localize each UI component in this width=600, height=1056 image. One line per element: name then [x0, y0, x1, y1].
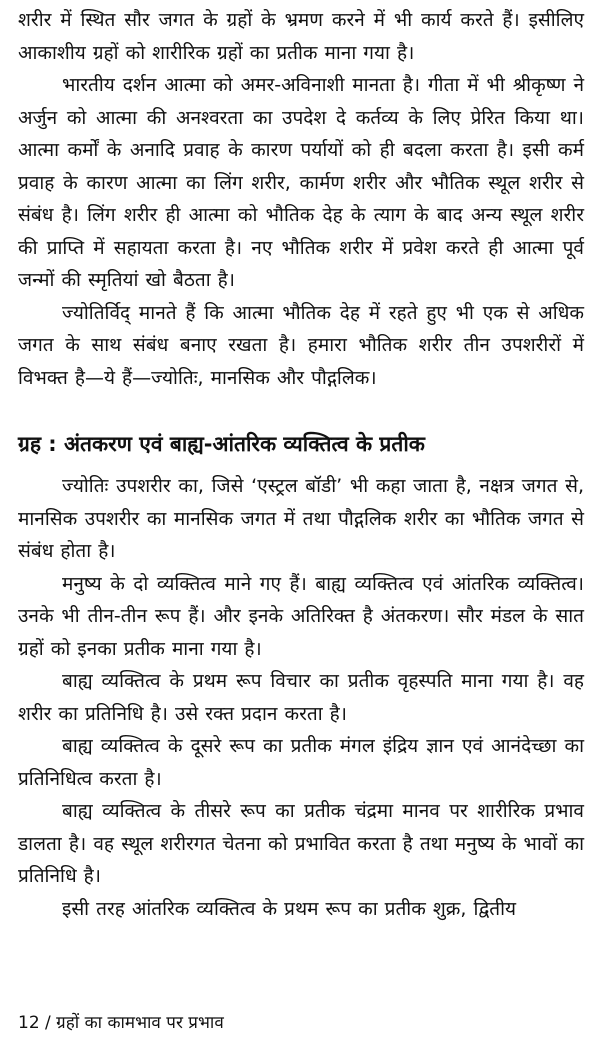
paragraph-top-1: शरीर में स्थित सौर जगत के ग्रहों के भ्रमण करने में भी कार्य करते हैं। इसीलिए आकाशीय ग्रहों को शारीरिक ग्रहों का प्रतीक माना गया है।: [18, 9, 584, 64]
paragraph-bottom-6: इसी तरह आंतरिक व्यक्तित्व के प्रथम रूप का प्रतीक शुक्र, द्वितीय: [62, 897, 517, 920]
paragraph-bottom-4: बाह्य व्यक्तित्व के दूसरे रूप का प्रतीक मंगल इंद्रिय ज्ञान एवं आनंदेच्छा का प्रतिनिधित्व करता है।: [18, 735, 584, 790]
paragraph-top-2: भारतीय दर्शन आत्मा को अमर-अविनाशी मानता है। गीता में भी श्रीकृष्ण ने अर्जुन को आत्मा की अनश्वरता का उपदेश दे कर्तव्य के लिए प्रेरित किया था। आत्मा कर्मों के अनादि प्रवाह के कारण पर्यायों को ही बदला करता है। इसी कर्म प्रवाह के कारण आत्मा का लिंग शरीर, कार्मण शरीर और भौतिक स्थूल शरीर से संबंध है। लिंग शरीर ही आत्मा को भौतिक देह के त्याग के बाद अन्य स्थूल शरीर की प्राप्ति में सहायता करता है। नए भौतिक शरीर में प्रवेश करते ही आत्मा पूर्व जन्मों की स्मृतियां खो बैठता है।: [18, 74, 584, 291]
paragraph-bottom-3: बाह्य व्यक्तित्व के प्रथम रूप विचार का प्रतीक वृहस्पति माना गया है। वह शरीर का प्रतिनिधि है। उसे रक्त प्रदान करता है।: [18, 670, 584, 725]
paragraph-bottom-1: ज्योतिः उपशरीर का, जिसे ‘एस्ट्रल बॉडी’ भी कहा जाता है, नक्षत्र जगत से, मानसिक उपशरीर का मानसिक जगत में तथा पौद्गलिक शरीर का भौतिक जगत से संबंध होता है।: [18, 475, 584, 562]
section-heading: ग्रह : अंतकरण एवं बाह्य-आंतरिक व्यक्तित्व के प्रतीक: [18, 432, 425, 456]
paragraph-bottom-2: मनुष्य के दो व्यक्तित्व माने गए हैं। बाह्य व्यक्तित्व एवं आंतरिक व्यक्तित्व। उनके भी तीन-तीन रूप हैं। और इनके अतिरिक्त है अंतकरण। सौर मंडल के सात ग्रहों को इनका प्रतीक माना गया है।: [18, 572, 584, 660]
paragraph-bottom-5: बाह्य व्यक्तित्व के तीसरे रूप का प्रतीक चंद्रमा मानव पर शारीरिक प्रभाव डालता है। वह स्थूल शरीरगत चेतना को प्रभावित करता है तथा मनुष्य के भावों का प्रतिनिधि है।: [18, 800, 584, 887]
paragraph-top-3: ज्योतिर्विद् मानते हैं कि आत्मा भौतिक देह में रहते हुए भी एक से अधिक जगत के साथ संबंध बनाए रखता है। हमारा भौतिक शरीर तीन उपशरीरों में विभक्त है—ये हैं—ज्योतिः, मानसिक और पौद्गलिक।: [18, 301, 584, 389]
page-content: [18, 4, 584, 925]
page-footer: 12 / ग्रहों का कामभाव पर प्रभाव: [18, 1013, 224, 1033]
